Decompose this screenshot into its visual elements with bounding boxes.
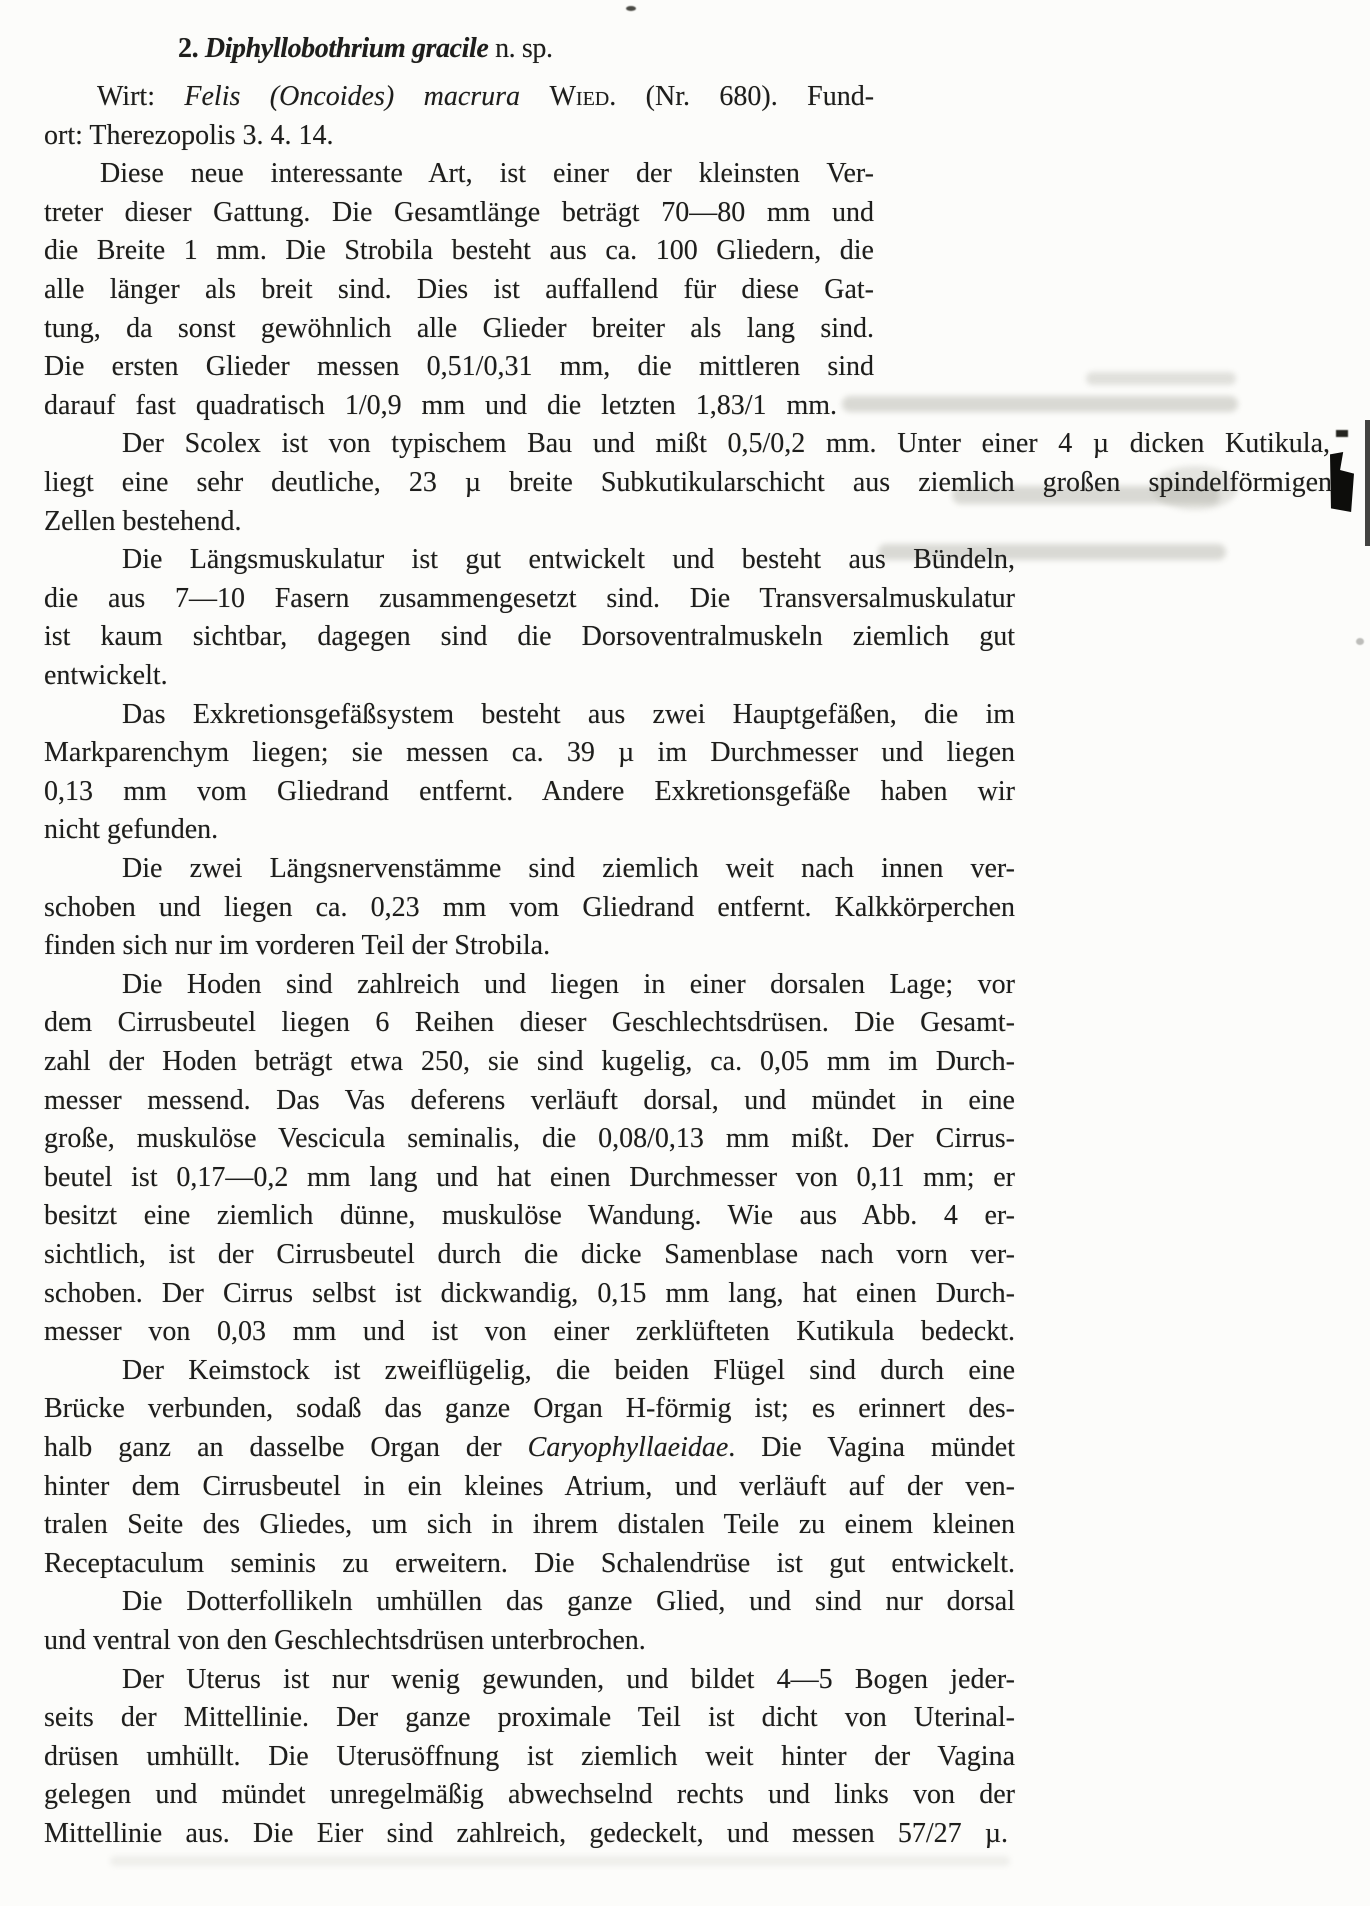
text-segment: dem Cirrusbeutel liegen 6 Reihen dieser Geschlechtsdrüsen. Die Gesamt- — [44, 1007, 1015, 1038]
text-segment: treter dieser Gattung. Die Gesamtlänge beträgt 70—80 mm und — [44, 197, 874, 228]
text-line — [44, 618, 1015, 656]
text-line — [44, 889, 1015, 927]
text-line — [44, 1390, 1015, 1428]
text-segment: tung, da sonst gewöhnlich alle Glieder breiter als lang sind. — [44, 313, 874, 344]
text-segment — [520, 81, 549, 112]
text-segment: Zellen bestehend. — [44, 506, 242, 537]
text-line — [44, 117, 334, 155]
text-line — [122, 850, 1015, 888]
text-segment: Die zwei Längsnervenstämme sind ziemlich weit nach innen ver- — [122, 853, 1015, 884]
text-line — [44, 1159, 1015, 1197]
text-line — [44, 1622, 646, 1660]
ink-blot — [1330, 452, 1354, 512]
text-line — [44, 1082, 1015, 1120]
text-line — [44, 271, 874, 309]
text-segment: Markparenchym liegen; sie messen ca. 39 µ im Durchmesser und liegen — [44, 737, 1015, 768]
text-segment: liegt eine sehr deutliche, 23 µ breite Subkutikularschicht aus ziemlich großen spindelförmigen — [44, 467, 1332, 498]
text-line — [122, 541, 1015, 579]
bleedthrough-smudge — [1086, 372, 1236, 385]
text-line — [44, 1506, 1015, 1544]
text-segment: nicht gefunden. — [44, 814, 219, 845]
text-line — [44, 1429, 1015, 1467]
italic-taxon-text: Felis (Oncoides) macrura — [184, 81, 521, 112]
text-line — [122, 1661, 1015, 1699]
text-line — [44, 310, 874, 348]
text-segment: Die Hoden sind zahlreich und liegen in einer dorsalen Lage; vor — [122, 969, 1015, 1000]
text-segment: Receptaculum seminis zu erweitern. Die Schalendrüse ist gut entwickelt. — [44, 1548, 1015, 1579]
text-line — [122, 1352, 1015, 1390]
text-segment: (Nr. 680). Fund- — [616, 81, 875, 112]
scan-edge-artifact — [1365, 420, 1370, 546]
text-segment: . Die Vagina mündet — [728, 1432, 1015, 1463]
text-segment: große, muskulöse Vescicula seminalis, die 0,08/0,13 mm mißt. Der Cirrus- — [44, 1123, 1015, 1154]
text-segment: messer messend. Das Vas deferens verläuft dorsal, und mündet in eine — [44, 1085, 1015, 1116]
text-segment: Das Exkretionsgefäßsystem besteht aus zwei Hauptgefäßen, die im — [122, 699, 1015, 730]
text-line — [44, 387, 837, 425]
text-segment: tralen Seite des Gliedes, um sich in ihrem distalen Teile zu einem kleinen — [44, 1509, 1015, 1540]
bold-text: 2. — [178, 33, 205, 64]
text-segment: die aus 7—10 Fasern zusammengesetzt sind. Die Transversalmuskulatur — [44, 583, 1015, 614]
text-segment: Der Scolex ist von typischem Bau und mißt 0,5/0,2 mm. Unter einer 4 µ dicken Kutikula, — [122, 428, 1330, 459]
text-segment: ist kaum sichtbar, dagegen sind die Dorsoventralmuskeln ziemlich gut — [44, 621, 1015, 652]
text-segment: n. sp. — [488, 33, 553, 64]
text-segment: beutel ist 0,17—0,2 mm lang und hat einen Durchmesser von 0,11 mm; er — [44, 1162, 1015, 1193]
text-line — [44, 1313, 1015, 1351]
ink-speck — [1356, 638, 1364, 645]
bleedthrough-smudge — [110, 1856, 1010, 1866]
text-line — [44, 927, 550, 965]
text-segment: finden sich nur im vorderen Teil der Strobila. — [44, 930, 551, 961]
text-line — [44, 773, 1015, 811]
text-segment: die Breite 1 mm. Die Strobila besteht aus ca. 100 Gliedern, die — [44, 235, 874, 266]
text-line — [44, 348, 874, 386]
text-line — [44, 464, 1332, 502]
text-segment: entwickelt. — [44, 660, 168, 691]
text-segment: schoben. Der Cirrus selbst ist dickwandig, 0,15 mm lang, hat einen Durch- — [44, 1278, 1015, 1309]
text-segment: seits der Mittellinie. Der ganze proximale Teil ist dicht von Uterinal- — [44, 1702, 1015, 1733]
text-line — [44, 1738, 1015, 1776]
text-line — [122, 696, 1015, 734]
italic-taxon-text: Caryophyllaeidae — [527, 1432, 729, 1463]
italic-taxon-text: Diphyllobothrium gracile — [204, 33, 489, 64]
text-line — [44, 194, 874, 232]
text-line — [122, 1583, 1015, 1621]
bleedthrough-smudge — [842, 396, 1238, 412]
text-segment: besitzt eine ziemlich dünne, muskulöse Wandung. Wie aus Abb. 4 er- — [44, 1200, 1015, 1231]
text-line — [44, 1043, 1015, 1081]
text-line — [44, 1275, 1015, 1313]
text-segment: messer von 0,03 mm und ist von einer zerklüfteten Kutikula bedeckt. — [44, 1316, 1015, 1347]
text-segment: schoben und liegen ca. 0,23 mm vom Gliedrand entfernt. Kalkkörperchen — [44, 892, 1015, 923]
smallcaps-author-text: Wied. — [549, 81, 617, 112]
text-segment: und ventral von den Geschlechtsdrüsen unterbrochen. — [44, 1625, 646, 1656]
text-line — [44, 503, 241, 541]
text-line — [100, 155, 874, 193]
text-line — [44, 1120, 1015, 1158]
text-segment: hinter dem Cirrusbeutel in ein kleines Atrium, und verläuft auf der ven- — [44, 1471, 1015, 1502]
text-line — [97, 78, 874, 116]
text-line — [44, 232, 874, 270]
text-segment: 0,13 mm vom Gliedrand entfernt. Andere Exkretionsgefäße haben wir — [44, 776, 1015, 807]
text-segment: ort: Therezopolis 3. 4. 14. — [44, 120, 334, 151]
ink-blot — [1336, 430, 1348, 437]
text-segment: Der Keimstock ist zweiflügelig, die beiden Flügel sind durch eine — [122, 1355, 1015, 1386]
text-line — [44, 1197, 1015, 1235]
text-segment: Wirt: — [97, 81, 185, 112]
text-segment: Der Uterus ist nur wenig gewunden, und bildet 4—5 Bogen jeder- — [122, 1664, 1015, 1695]
text-line — [122, 966, 1015, 1004]
text-segment: halb ganz an dasselbe Organ der — [44, 1432, 528, 1463]
text-segment: Die Längsmuskulatur ist gut entwickelt und besteht aus Bündeln, — [122, 544, 1015, 575]
text-segment: Mittellinie aus. Die Eier sind zahlreich, gedeckelt, und messen 57/27 µ. — [44, 1818, 1008, 1849]
text-segment: Brücke verbunden, sodaß das ganze Organ H-förmig ist; es erinnert des- — [44, 1393, 1015, 1424]
text-line — [44, 734, 1015, 772]
text-line — [44, 580, 1015, 618]
text-line — [44, 1236, 1015, 1274]
text-segment: alle länger als breit sind. Dies ist auffallend für diese Gat- — [44, 274, 874, 305]
text-segment: Diese neue interessante Art, ist einer der kleinsten Ver- — [100, 158, 874, 189]
text-segment: zahl der Hoden beträgt etwa 250, sie sind kugelig, ca. 0,05 mm im Durch- — [44, 1046, 1015, 1077]
text-segment: drüsen umhüllt. Die Uterusöffnung ist ziemlich weit hinter der Vagina — [44, 1741, 1015, 1772]
text-line — [44, 657, 168, 695]
ink-speck — [626, 6, 636, 11]
text-segment: sichtlich, ist der Cirrusbeutel durch die dicke Samenblase nach vorn ver- — [44, 1239, 1015, 1270]
text-segment: Die ersten Glieder messen 0,51/0,31 mm, die mittleren sind — [44, 351, 874, 382]
section-heading — [178, 30, 553, 68]
text-line — [44, 1815, 1008, 1853]
text-segment: darauf fast quadratisch 1/0,9 mm und die letzten 1,83/1 mm. — [44, 390, 837, 421]
text-line — [44, 1004, 1015, 1042]
text-line — [122, 425, 1330, 463]
text-line — [44, 811, 218, 849]
text-segment: gelegen und mündet unregelmäßig abwechselnd rechts und links von der — [44, 1779, 1015, 1810]
text-line — [44, 1468, 1015, 1506]
text-segment: Die Dotterfollikeln umhüllen das ganze Glied, und sind nur dorsal — [122, 1586, 1015, 1617]
text-line — [44, 1699, 1015, 1737]
text-line — [44, 1776, 1015, 1814]
text-line — [44, 1545, 1015, 1583]
